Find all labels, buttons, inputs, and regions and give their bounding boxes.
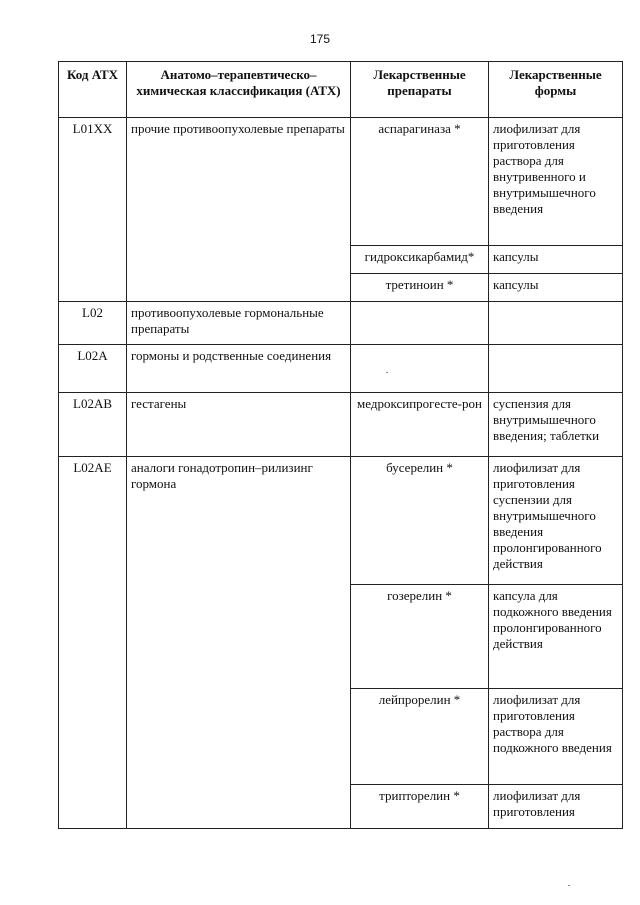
table-row (59, 118, 623, 246)
drug-cell: трипторелин * (351, 785, 489, 829)
atx-code-cell: L02AB (59, 393, 127, 457)
header-classification: Анатомо–терапевтическо–химическая классификация (АТХ) (127, 62, 351, 118)
form-cell: лиофилизат для приготовления раствора для подкожного введения (489, 689, 623, 785)
form-cell: лиофилизат для приготовления раствора для внутривенного и внутримышечного введения (489, 118, 623, 246)
atx-code-cell: L01XX (59, 118, 127, 302)
drug-cell: гозерелин * (351, 585, 489, 689)
form-cell: суспензия для внутримышечного введения; таблетки (489, 393, 623, 457)
atx-classification-cell: аналоги гонадотропин–рилизинг гормона (127, 457, 351, 829)
drug-cell: третиноин * (351, 274, 489, 302)
table-row (59, 457, 623, 585)
table-row (59, 302, 623, 345)
table-row (59, 393, 623, 457)
drug-cell: гидроксикарбамид* (351, 246, 489, 274)
form-cell: капсула для подкожного введения пролонгированного действия (489, 585, 623, 689)
page-number: 175 (309, 32, 331, 46)
drug-cell: лейпрорелин * (351, 689, 489, 785)
atx-code-cell: L02AE (59, 457, 127, 829)
form-cell: капсулы (489, 246, 623, 274)
scan-speck (386, 372, 388, 373)
atx-classification-cell: гормоны и родственные соединения (127, 345, 351, 393)
table-row (59, 345, 623, 393)
header-code: Код АТХ (59, 62, 127, 118)
drug-cell (351, 345, 489, 393)
atx-classification-cell: противоопухолевые гормональные препараты (127, 302, 351, 345)
table-header-row (59, 62, 623, 118)
form-cell (489, 345, 623, 393)
drug-cell: медроксипрогесте-рон (351, 393, 489, 457)
drug-cell (351, 302, 489, 345)
form-cell (489, 302, 623, 345)
atx-code-cell: L02A (59, 345, 127, 393)
drug-cell: аспарагиназа * (351, 118, 489, 246)
header-drugs: Лекарственные препараты (351, 62, 489, 118)
atx-classification-cell: гестагены (127, 393, 351, 457)
form-cell: капсулы (489, 274, 623, 302)
atx-code-cell: L02 (59, 302, 127, 345)
atx-classification-cell: прочие противоопухолевые препараты (127, 118, 351, 302)
form-cell: лиофилизат для приготовления (489, 785, 623, 829)
scan-speck (568, 885, 570, 886)
header-forms: Лекарственные формы (489, 62, 623, 118)
atx-drug-table (58, 61, 623, 829)
drug-cell: бусерелин * (351, 457, 489, 585)
form-cell: лиофилизат для приготовления суспензии для внутримышечного введения пролонгированного действия (489, 457, 623, 585)
